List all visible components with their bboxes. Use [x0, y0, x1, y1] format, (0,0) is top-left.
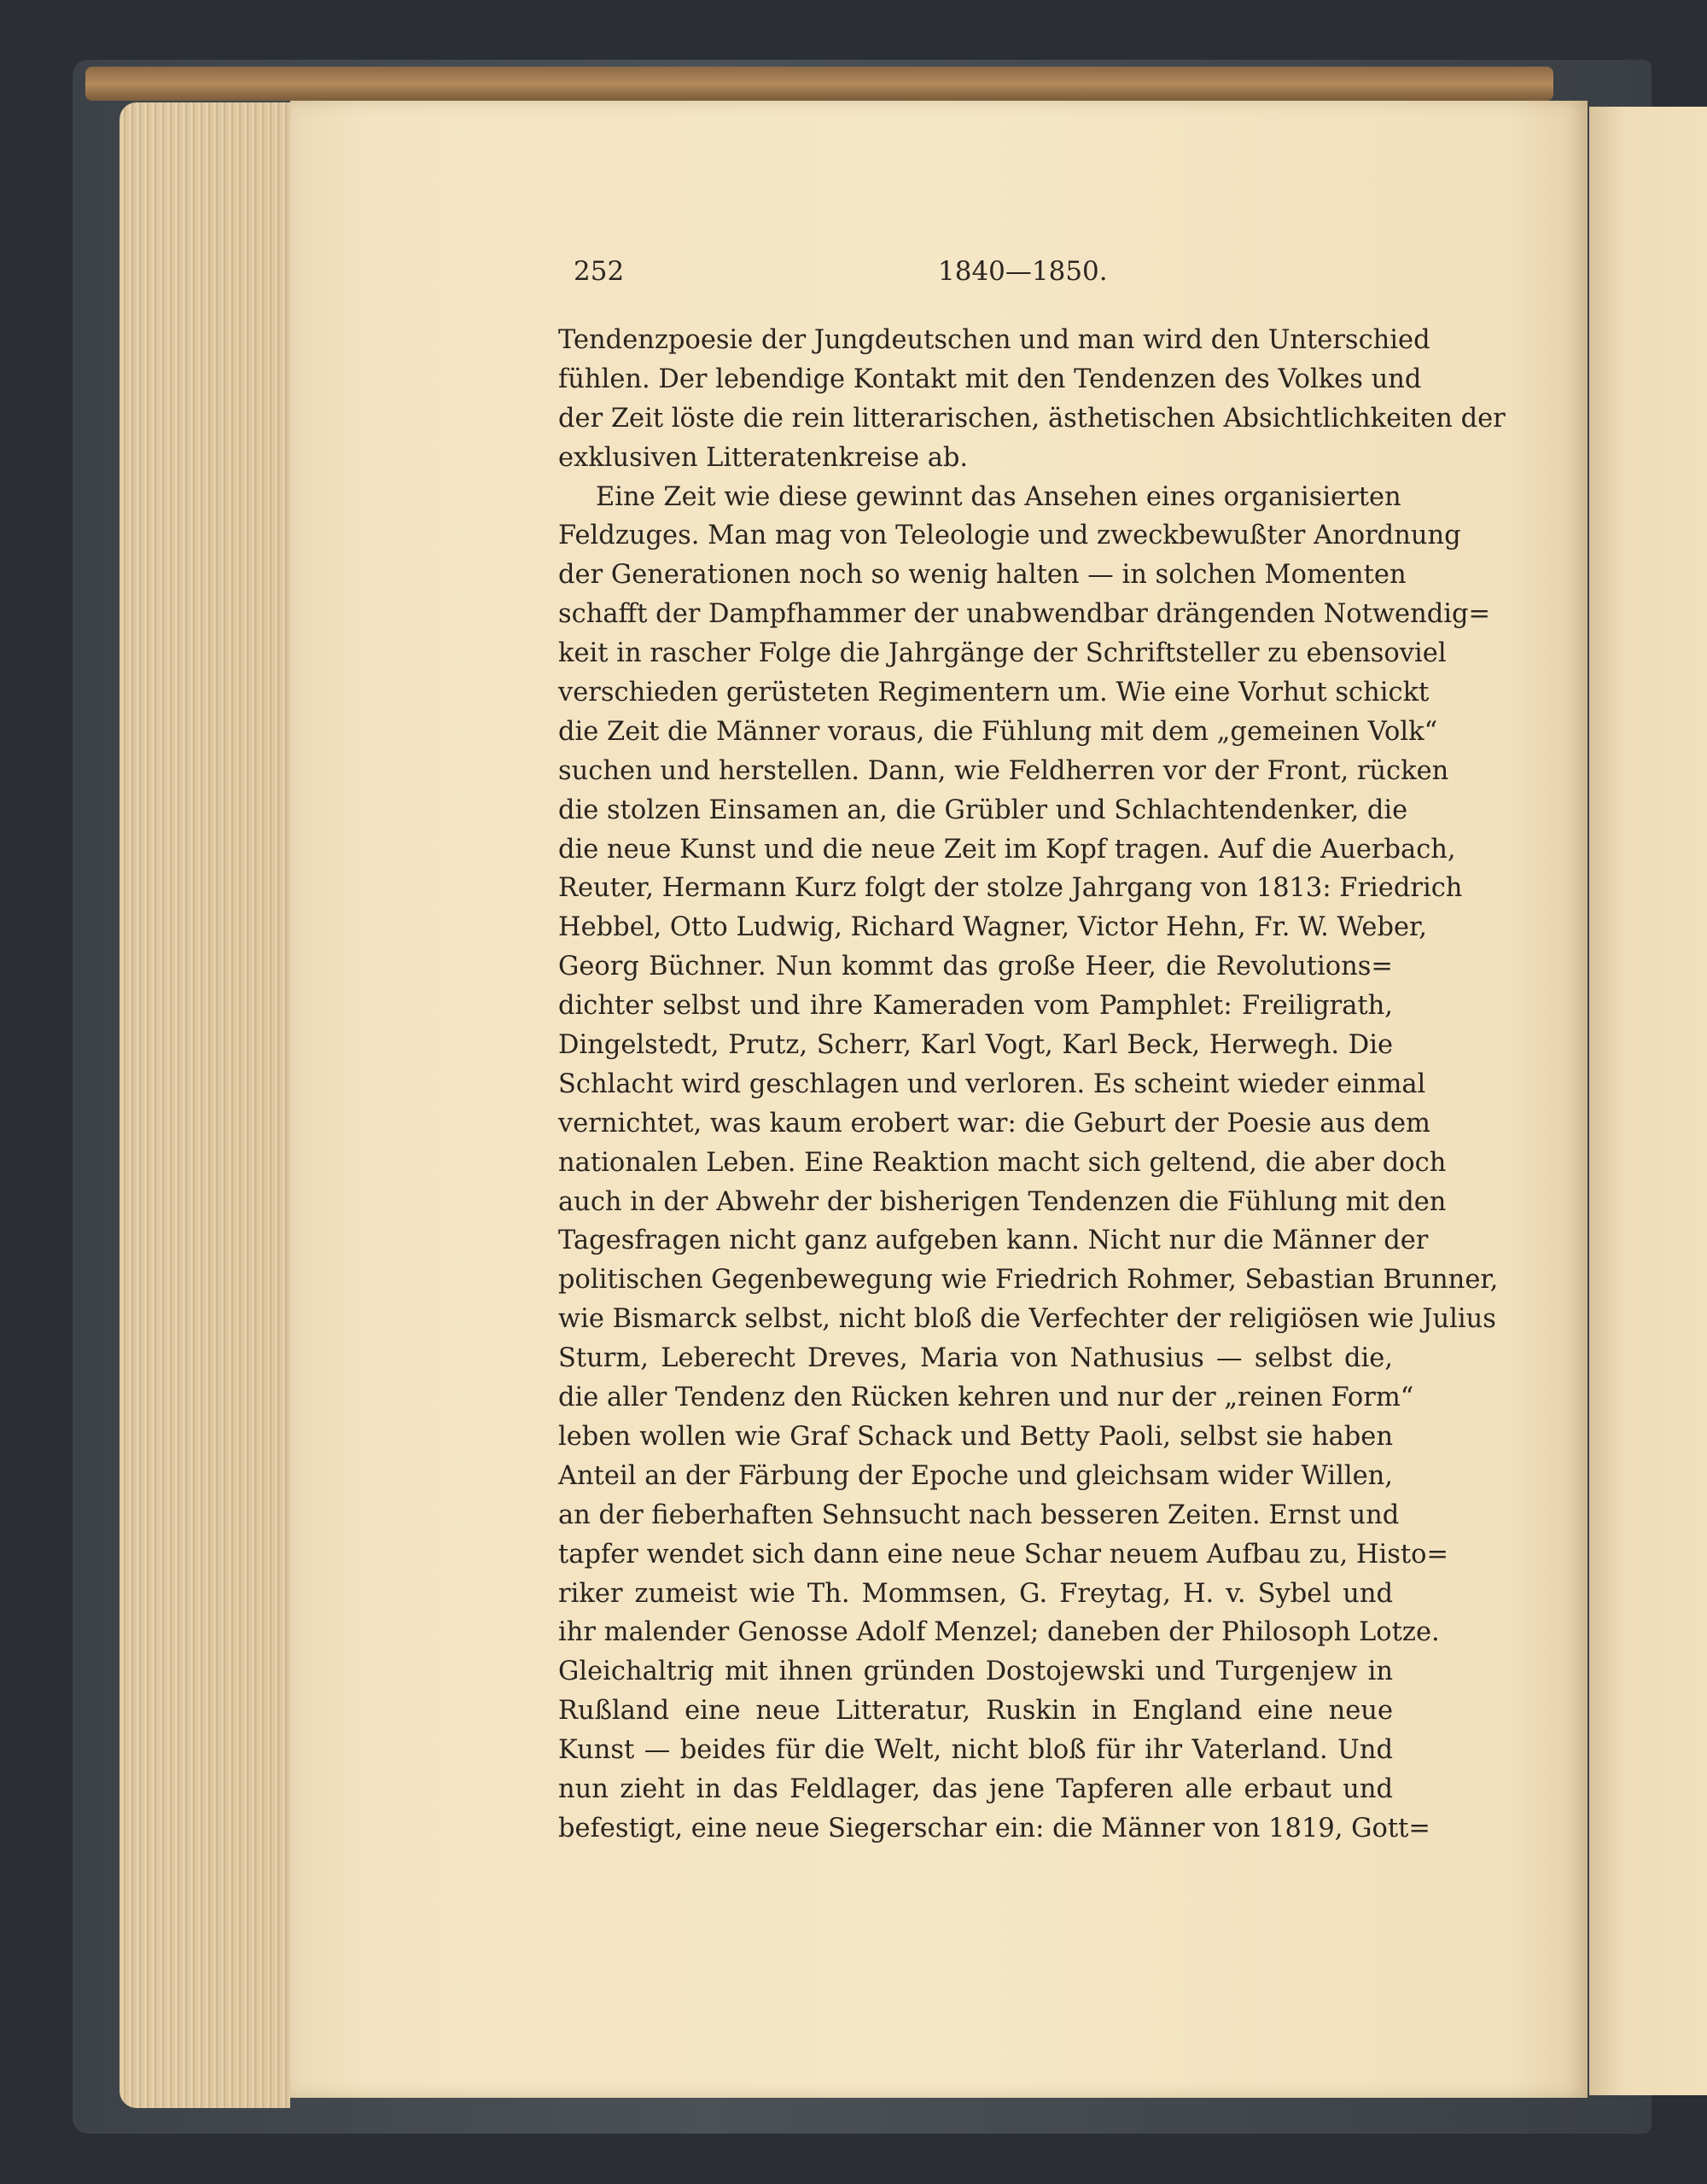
- page-number: 252: [574, 256, 625, 287]
- page-header: [574, 256, 1108, 299]
- text-line: fühlen. Der lebendige Kontakt mit den Tendenzen des Volkes und: [558, 364, 1422, 394]
- page-stack-edges: [119, 102, 290, 2108]
- text-line: Kunst — beides für die Welt, nicht bloß für ihr Vaterland. Und: [558, 1735, 1393, 1766]
- facing-page-edge: [1589, 107, 1707, 2095]
- text-line: tapfer wendet sich dann eine neue Schar neuem Aufbau zu, Histo=: [558, 1539, 1449, 1570]
- text-line: wie Bismarck selbst, nicht bloß die Verfechter der religiösen wie Julius: [558, 1304, 1496, 1335]
- text-line: Dingelstedt, Prutz, Scherr, Karl Vogt, Karl Beck, Herwegh. Die: [558, 1030, 1393, 1061]
- text-line: die neue Kunst und die neue Zeit im Kopf tragen. Auf die Auerbach,: [558, 834, 1456, 865]
- text-line: Gleichaltrig mit ihnen gründen Dostojewski und Turgenjew in: [558, 1657, 1393, 1687]
- text-line: die aller Tendenz den Rücken kehren und nur der „reinen Form“: [558, 1383, 1414, 1413]
- text-line: Sturm, Leberecht Dreves, Maria von Nathusius — selbst die,: [558, 1343, 1393, 1374]
- body-text: [558, 321, 1506, 1849]
- text-line: an der fieberhaften Sehnsucht nach besseren Zeiten. Ernst und: [558, 1500, 1400, 1530]
- text-line: Anteil an der Färbung der Epoche und gleichsam wider Willen,: [558, 1460, 1393, 1491]
- book-spine-edge: [85, 67, 1553, 101]
- text-line: der Zeit löste die rein litterarischen, ästhetischen Absichtlichkeiten der: [558, 403, 1506, 434]
- text-line: Feldzuges. Man mag von Teleologie und zweckbewußter Anordnung: [558, 521, 1461, 551]
- text-line: Reuter, Hermann Kurz folgt der stolze Jahrgang von 1813: Friedrich: [558, 873, 1463, 904]
- text-line: schafft der Dampfhammer der unabwendbar drängenden Notwendig=: [558, 599, 1491, 630]
- text-line: nationalen Leben. Eine Reaktion macht sich geltend, die aber doch: [558, 1147, 1447, 1178]
- text-line: die Zeit die Männer voraus, die Fühlung mit dem „gemeinen Volk“: [558, 716, 1438, 747]
- text-line: verschieden gerüsteten Regimentern um. Wie eine Vorhut schickt: [558, 678, 1430, 708]
- text-line: Georg Büchner. Nun kommt das große Heer, die Revolutions=: [558, 952, 1393, 982]
- text-line: riker zumeist wie Th. Mommsen, G. Freytag, H. v. Sybel und: [558, 1578, 1393, 1609]
- text-line: nun zieht in das Feldlager, das jene Tapferen alle erbaut und: [558, 1773, 1393, 1804]
- text-line: die stolzen Einsamen an, die Grübler und Schlachtendenker, die: [558, 795, 1408, 825]
- text-line: vernichtet, was kaum erobert war: die Geburt der Poesie aus dem: [558, 1108, 1430, 1139]
- text-line: exklusiven Litteratenkreise ab.: [558, 442, 969, 473]
- text-line: Tagesfragen nicht ganz aufgeben kann. Nicht nur die Männer der: [558, 1226, 1429, 1256]
- text-line: auch in der Abwehr der bisherigen Tendenzen die Fühlung mit den: [558, 1186, 1447, 1217]
- text-line: der Generationen noch so wenig halten — in solchen Momenten: [558, 560, 1407, 591]
- text-line: Hebbel, Otto Ludwig, Richard Wagner, Victor Hehn, Fr. W. Weber,: [558, 912, 1427, 943]
- text-line: keit in rascher Folge die Jahrgänge der Schriftsteller zu ebensoviel: [558, 638, 1447, 669]
- text-line: dichter selbst und ihre Kameraden vom Pamphlet: Freiligrath,: [558, 991, 1393, 1022]
- running-head: 1840—1850.: [938, 256, 1108, 287]
- text-line: leben wollen wie Graf Schack und Betty Paoli, selbst sie haben: [558, 1421, 1393, 1452]
- text-line: Schlacht wird geschlagen und verloren. Es scheint wieder einmal: [558, 1069, 1426, 1099]
- text-line: Rußland eine neue Litteratur, Ruskin in England eine neue: [558, 1696, 1393, 1727]
- text-line: Eine Zeit wie diese gewinnt das Ansehen eines organisierten: [596, 481, 1401, 512]
- text-line: suchen und herstellen. Dann, wie Feldherren vor der Front, rücken: [558, 755, 1449, 786]
- text-line: politischen Gegenbewegung wie Friedrich Rohmer, Sebastian Brunner,: [558, 1265, 1499, 1296]
- text-line: Tendenzpoesie der Jungdeutschen und man wird den Unterschied: [558, 325, 1430, 355]
- text-line: ihr malender Genosse Adolf Menzel; daneben der Philosoph Lotze.: [558, 1617, 1440, 1648]
- text-line: befestigt, eine neue Siegerschar ein: die Männer von 1819, Gott=: [558, 1813, 1430, 1843]
